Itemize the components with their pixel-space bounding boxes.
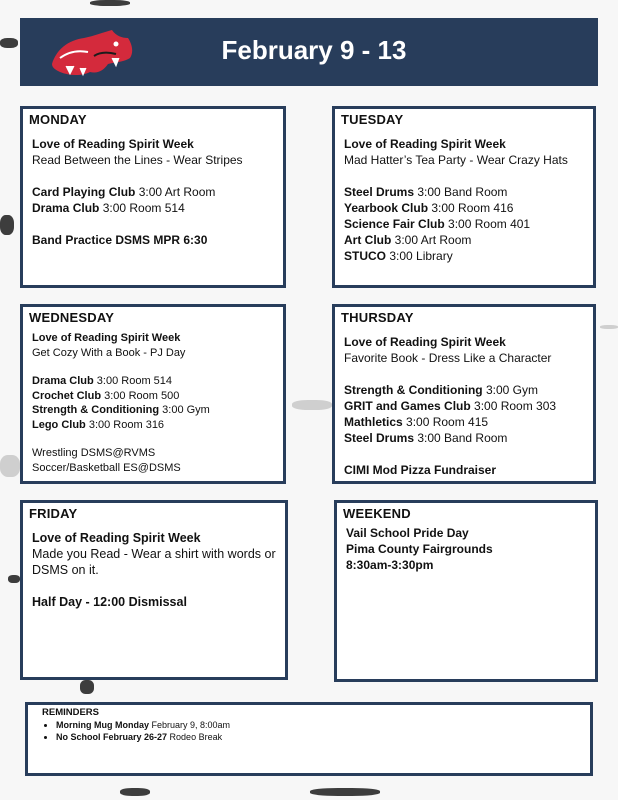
spirit-week-label: Love of Reading Spirit Week	[32, 531, 201, 545]
paint-splatter	[8, 575, 20, 583]
event-line: Strength & Conditioning 3:00 Gym	[344, 383, 538, 397]
paint-splatter	[80, 680, 94, 694]
sports-line: Wrestling DSMS@RVMS	[32, 447, 156, 459]
spirit-theme: DSMS on it.	[32, 563, 99, 577]
spirit-week-label: Love of Reading Spirit Week	[32, 137, 194, 151]
spirit-theme: Favorite Book - Dress Like a Character	[344, 351, 552, 365]
event-line: Mathletics 3:00 Room 415	[344, 415, 489, 429]
event-line: Yearbook Club 3:00 Room 416	[344, 201, 514, 215]
day-box-wednesday	[20, 304, 286, 484]
spirit-week-label: Love of Reading Spirit Week	[32, 332, 181, 344]
event-line: 8:30am-3:30pm	[346, 558, 434, 572]
paint-splatter	[310, 788, 380, 796]
paint-splatter	[0, 215, 14, 235]
page-header	[20, 18, 598, 86]
reminders-heading: REMINDERS	[42, 707, 100, 718]
spirit-theme: Get Cozy With a Book - PJ Day	[32, 346, 186, 359]
event-line: Crochet Club 3:00 Room 500	[32, 389, 180, 402]
event-line: Band Practice DSMS MPR 6:30	[32, 233, 208, 247]
event-line: Strength & Conditioning 3:00 Gym	[32, 404, 210, 416]
event-line: GRIT and Games Club 3:00 Room 303	[344, 399, 557, 413]
event-line: Half Day - 12:00 Dismissal	[32, 595, 187, 609]
event-line: Science Fair Club 3:00 Room 401	[344, 217, 531, 231]
day-box-monday	[20, 106, 286, 288]
event-line: Steel Drums 3:00 Band Room	[344, 185, 508, 199]
spirit-theme: Made you Read - Wear a shirt with words or	[32, 547, 276, 561]
spirit-theme: Mad Hatter’s Tea Party - Wear Crazy Hats	[344, 153, 568, 167]
spirit-theme: Read Between the Lines - Wear Stripes	[32, 153, 243, 167]
event-line: Card Playing Club 3:00 Art Room	[32, 185, 216, 199]
day-heading: WEDNESDAY	[29, 310, 115, 325]
event-line: Steel Drums 3:00 Band Room	[344, 431, 508, 445]
paint-splatter	[0, 455, 20, 477]
event-line: Drama Club 3:00 Room 514	[32, 201, 185, 215]
event-line: Vail School Pride Day	[346, 526, 469, 540]
event-line: Art Club 3:00 Art Room	[344, 233, 472, 247]
spirit-week-label: Love of Reading Spirit Week	[344, 335, 506, 349]
event-line: Drama Club 3:00 Room 514	[32, 375, 173, 387]
day-heading: THURSDAY	[341, 310, 414, 325]
day-box-friday	[20, 500, 288, 680]
paint-splatter	[120, 788, 150, 796]
day-heading: MONDAY	[29, 112, 87, 127]
event-line: STUCO 3:00 Library	[344, 249, 453, 263]
day-heading: TUESDAY	[341, 112, 404, 127]
day-box-weekend	[334, 500, 598, 682]
list-item: • No School February 26-27 Rodeo Break	[56, 731, 230, 743]
sports-line: Soccer/Basketball ES@DSMS	[32, 461, 181, 474]
page-title: February 9 - 13	[221, 35, 407, 65]
day-box-thursday	[332, 304, 596, 484]
day-heading: FRIDAY	[29, 506, 78, 521]
reminders-box	[25, 702, 593, 776]
day-box-tuesday	[332, 106, 596, 288]
day-heading: WEEKEND	[343, 506, 411, 521]
event-line: CIMI Mod Pizza Fundraiser	[344, 463, 497, 477]
paint-splatter	[0, 38, 18, 48]
paint-splatter	[292, 400, 332, 410]
paint-splatter	[600, 325, 618, 329]
event-line: Lego Club 3:00 Room 316	[32, 418, 165, 431]
event-line: Pima County Fairgrounds	[346, 542, 493, 556]
spirit-week-label: Love of Reading Spirit Week	[344, 137, 506, 151]
reminders-list	[42, 719, 230, 743]
paint-splatter	[90, 0, 130, 6]
list-item: • Morning Mug Monday February 9, 8:00am	[56, 719, 230, 731]
